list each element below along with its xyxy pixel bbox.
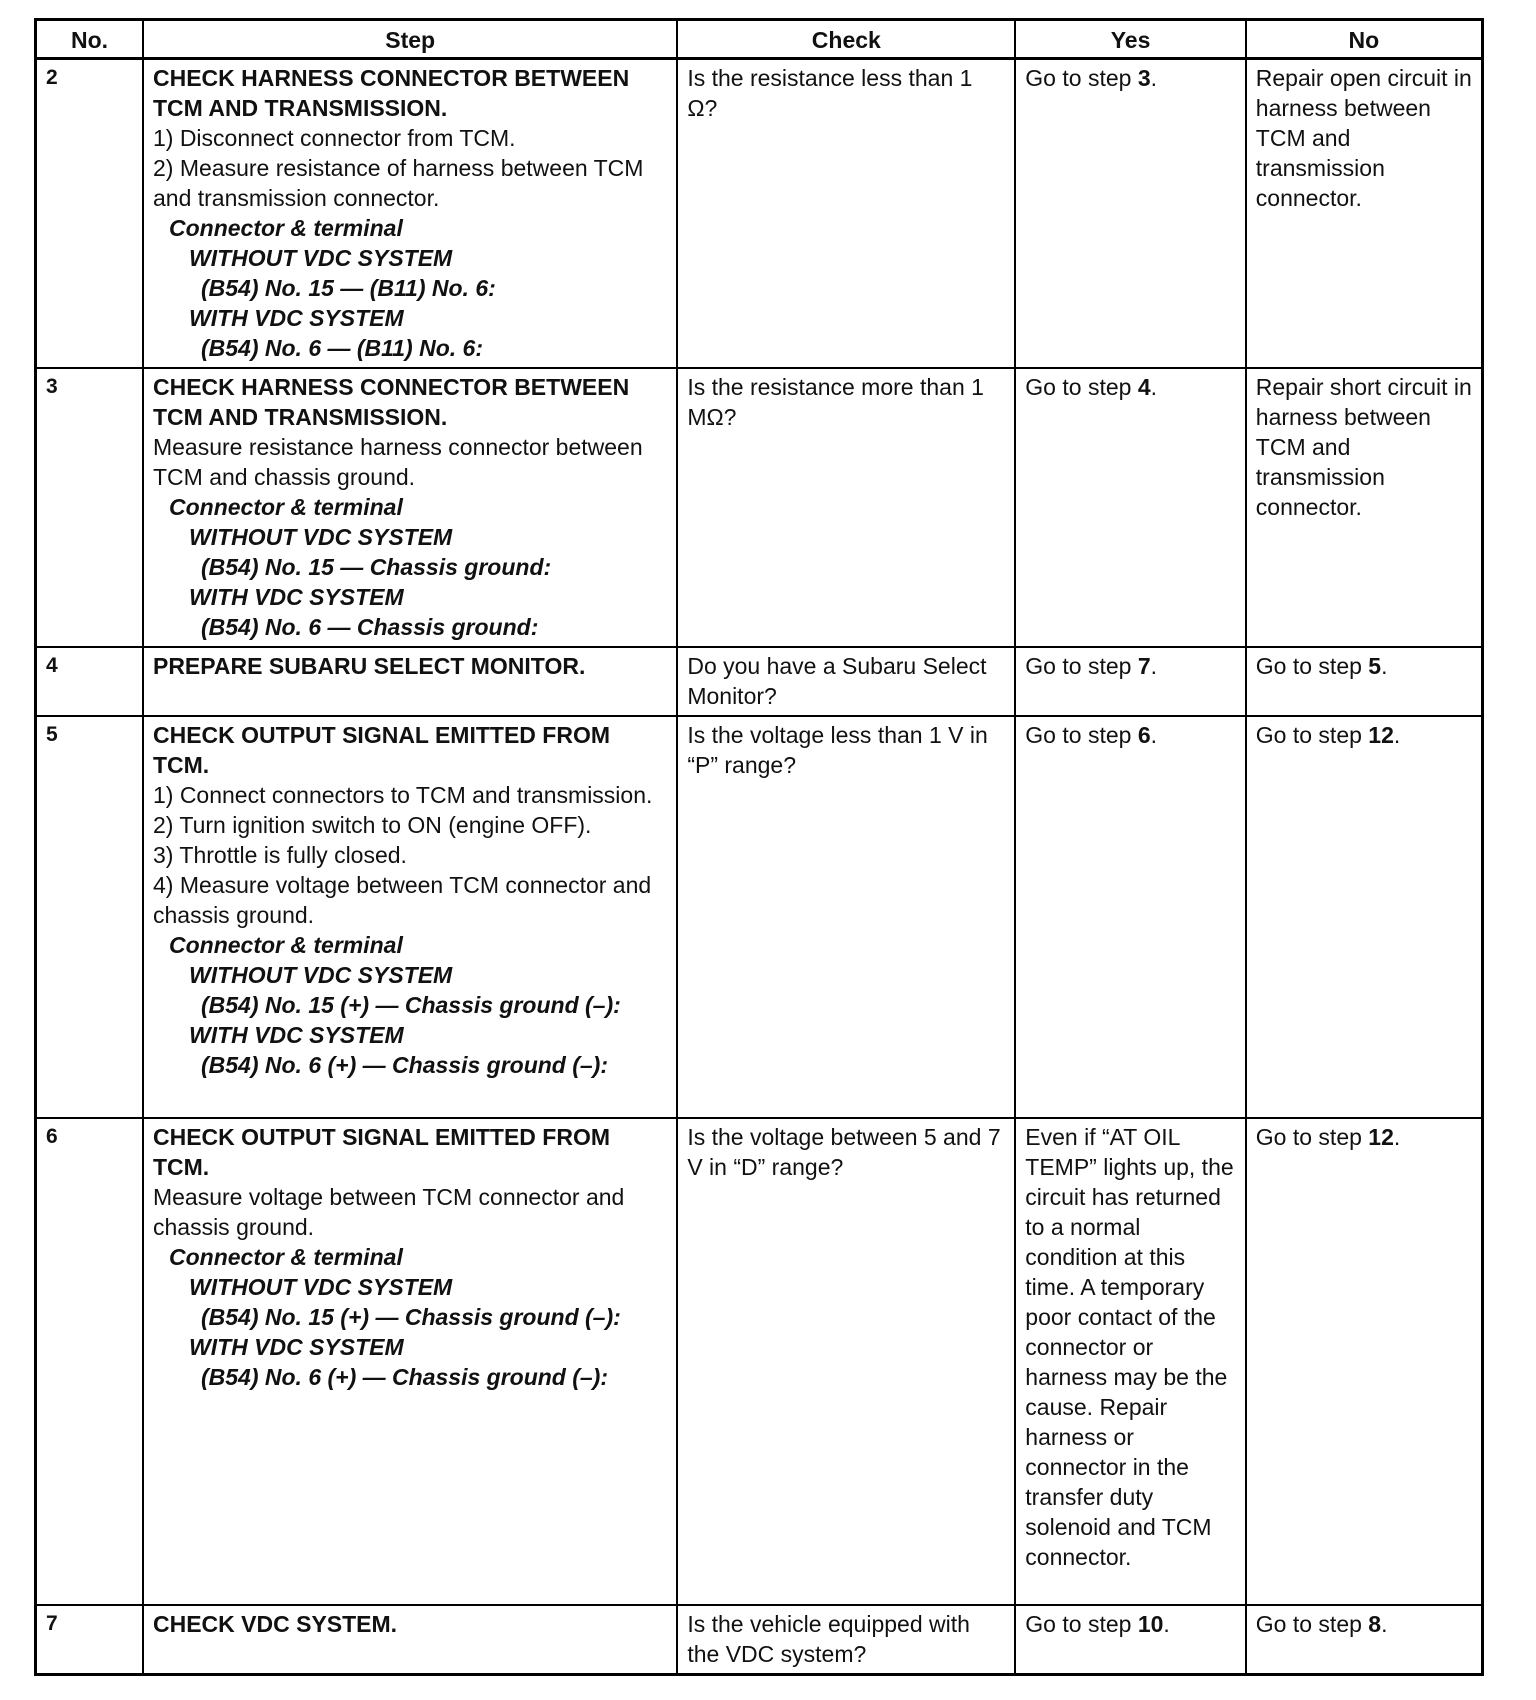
no-cell [1246, 1605, 1483, 1675]
no-step-ref: 8 [1368, 1611, 1382, 1637]
connector-label: Connector & terminal [168, 494, 403, 520]
no-step-ref: 5 [1368, 653, 1382, 679]
step-instruction: 3) Throttle is fully closed. [152, 842, 407, 868]
step-instruction: 2) Measure resistance of harness between TCM and transmission connector. [152, 155, 644, 211]
yes-cell [1015, 59, 1245, 369]
connector-label: Connector & terminal [168, 215, 403, 241]
yes-step-ref: 3 [1137, 65, 1151, 91]
no-cell [1246, 1118, 1483, 1605]
header-yes: Yes [1015, 20, 1245, 59]
step-cell [143, 1605, 677, 1675]
row-number: 6 [36, 1118, 143, 1605]
yes-prefix: Go to step [1025, 722, 1138, 748]
row-number: 3 [36, 368, 143, 647]
connector-label: Connector & terminal [168, 932, 403, 958]
yes-prefix: Go to step [1025, 65, 1138, 91]
no-cell: Repair open circuit in harness between TCM and transmission connector. [1246, 59, 1483, 369]
step-instruction: Measure voltage between TCM connector and chassis ground. [152, 1184, 625, 1240]
step-instruction: 4) Measure voltage between TCM connector and chassis ground. [152, 872, 652, 928]
no-suffix: . [1393, 1124, 1401, 1150]
terminal-spec: (B54) No. 6 (+) — Chassis ground (–): [200, 1364, 608, 1390]
no-prefix: Go to step [1255, 722, 1369, 748]
step-instruction: Measure resistance harness connector between TCM and chassis ground. [152, 434, 643, 490]
yes-cell: Even if “AT OIL TEMP” lights up, the circuit has returned to a normal condition at this time. A temporary poor contact of the connector or harness may be the cause. Repair harness or connector in the transfer duty solenoid and TCM connector. [1015, 1118, 1245, 1605]
terminal-spec: (B54) No. 15 (+) — Chassis ground (–): [200, 992, 621, 1018]
step-title: CHECK OUTPUT SIGNAL EMITTED FROM TCM. [152, 1124, 610, 1180]
check-cell: Is the vehicle equipped with the VDC system? [677, 1605, 1015, 1675]
check-cell: Is the resistance more than 1 MΩ? [677, 368, 1015, 647]
no-step-ref: 12 [1368, 1124, 1394, 1150]
table-row [36, 1118, 1483, 1605]
step-cell [143, 647, 677, 716]
row-number: 2 [36, 59, 143, 369]
yes-prefix: Go to step [1025, 653, 1138, 679]
yes-step-ref: 6 [1137, 722, 1151, 748]
yes-prefix: Go to step [1025, 1611, 1138, 1637]
yes-suffix: . [1150, 653, 1157, 679]
no-suffix: . [1381, 1611, 1388, 1637]
step-cell [143, 368, 677, 647]
no-prefix: Go to step [1255, 1611, 1369, 1637]
yes-cell [1015, 647, 1245, 716]
table-row [36, 1605, 1483, 1675]
step-instruction: 2) Turn ignition switch to ON (engine OFF). [152, 812, 592, 838]
no-prefix: Go to step [1255, 653, 1369, 679]
yes-cell [1015, 716, 1245, 1118]
terminal-spec: (B54) No. 15 (+) — Chassis ground (–): [200, 1304, 621, 1330]
system-label: WITHOUT VDC SYSTEM [188, 962, 453, 988]
no-step-ref: 12 [1368, 722, 1394, 748]
terminal-spec: (B54) No. 6 — (B11) No. 6: [200, 335, 483, 361]
check-cell: Is the voltage between 5 and 7 V in “D” range? [677, 1118, 1015, 1605]
system-label: WITH VDC SYSTEM [188, 584, 404, 610]
header-no: No. [36, 20, 143, 59]
terminal-spec: (B54) No. 15 — Chassis ground: [200, 554, 552, 580]
terminal-spec: (B54) No. 6 — Chassis ground: [200, 614, 539, 640]
row-number: 5 [36, 716, 143, 1118]
no-prefix: Go to step [1255, 1124, 1369, 1150]
header-no-result: No [1246, 20, 1483, 59]
table-row [36, 368, 1483, 647]
no-cell [1246, 716, 1483, 1118]
check-cell: Is the resistance less than 1 Ω? [677, 59, 1015, 369]
yes-suffix: . [1163, 1611, 1170, 1637]
no-suffix: . [1393, 722, 1401, 748]
check-cell: Do you have a Subaru Select Monitor? [677, 647, 1015, 716]
system-label: WITHOUT VDC SYSTEM [188, 1274, 453, 1300]
row-number: 7 [36, 1605, 143, 1675]
step-title: CHECK HARNESS CONNECTOR BETWEEN TCM AND TRANSMISSION. [152, 65, 630, 121]
yes-prefix: Go to step [1025, 374, 1138, 400]
yes-cell [1015, 1605, 1245, 1675]
system-label: WITH VDC SYSTEM [188, 1022, 404, 1048]
header-step: Step [143, 20, 677, 59]
yes-suffix: . [1150, 374, 1157, 400]
yes-cell [1015, 368, 1245, 647]
no-cell [1246, 647, 1483, 716]
yes-suffix: . [1150, 65, 1157, 91]
diagnostic-table [34, 18, 1484, 1676]
check-cell: Is the voltage less than 1 V in “P” range? [677, 716, 1015, 1118]
step-title: CHECK VDC SYSTEM. [152, 1611, 398, 1637]
system-label: WITHOUT VDC SYSTEM [188, 245, 453, 271]
yes-step-ref: 4 [1137, 374, 1151, 400]
table-row [36, 647, 1483, 716]
row-number: 4 [36, 647, 143, 716]
step-instruction: 1) Disconnect connector from TCM. [152, 125, 516, 151]
step-title: CHECK OUTPUT SIGNAL EMITTED FROM TCM. [152, 722, 610, 778]
system-label: WITH VDC SYSTEM [188, 305, 404, 331]
step-title: CHECK HARNESS CONNECTOR BETWEEN TCM AND TRANSMISSION. [152, 374, 630, 430]
header-row [36, 20, 1483, 59]
table-row [36, 716, 1483, 1118]
table-row [36, 59, 1483, 369]
header-check: Check [677, 20, 1015, 59]
step-cell [143, 59, 677, 369]
terminal-spec: (B54) No. 6 (+) — Chassis ground (–): [200, 1052, 608, 1078]
step-cell [143, 1118, 677, 1605]
yes-suffix: . [1150, 722, 1157, 748]
terminal-spec: (B54) No. 15 — (B11) No. 6: [200, 275, 496, 301]
system-label: WITH VDC SYSTEM [188, 1334, 404, 1360]
step-cell [143, 716, 677, 1118]
system-label: WITHOUT VDC SYSTEM [188, 524, 453, 550]
connector-label: Connector & terminal [168, 1244, 403, 1270]
yes-step-ref: 7 [1137, 653, 1151, 679]
step-title: PREPARE SUBARU SELECT MONITOR. [152, 653, 586, 679]
no-cell: Repair short circuit in harness between TCM and transmission connector. [1246, 368, 1483, 647]
no-suffix: . [1381, 653, 1388, 679]
step-instruction: 1) Connect connectors to TCM and transmission. [152, 782, 653, 808]
yes-step-ref: 10 [1137, 1611, 1164, 1637]
